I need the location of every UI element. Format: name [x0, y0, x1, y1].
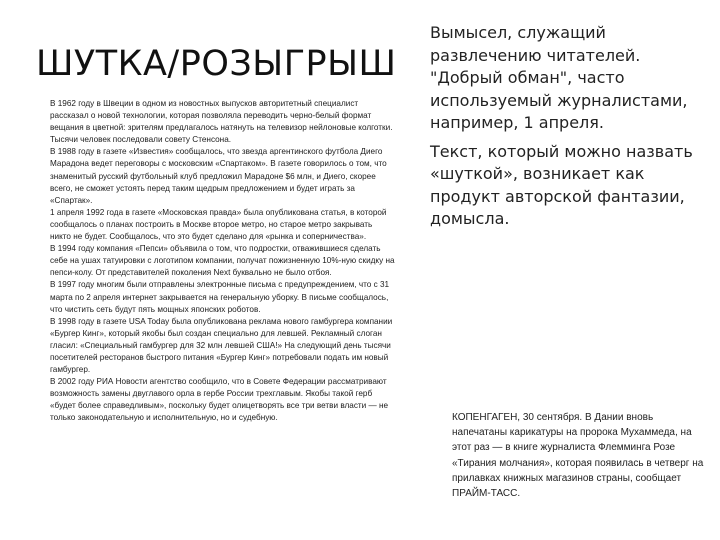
example-paragraph-1994: В 1994 году компания «Пепси» объявила о том, что подростки, отважившиеся сделать себе на ушах татуировки с логотипом компании, получат пожизненную 10%-ную скидку на пепси-колу. От представителей поколения Next буквально не было отбоя.: [50, 244, 395, 278]
example-paragraph-1998: В 1998 году в газете USA Today была опубликована реклама нового гамбургера компании «Бургер Кинг», который якобы был создан специально для левшей. Рекламный слоган гласил: «Специальный гамбургер для 32 млн левшей США!» На следующий день тысячи посетителей ресторанов быстрого питания «Бургер Кинг» потребовали подать им новый гамбургер.: [50, 316, 393, 375]
slide-title: ШУТКА/РОЗЫГРЫШ: [36, 44, 397, 84]
definition-text-block: [430, 22, 700, 237]
example-paragraph-1988: В 1988 году в газете «Известия» сообщалось, что звезда аргентинского футбола Диего Марадона ведет переговоры с московским «Спартаком». В газете говорилось о том, что знаменитый русский футбольный клуб предложил Марадоне $6 млн, и Диего, скорее всего, не сможет устоять перед таким щедрым предложением и будет играть за «Спартак».: [50, 147, 387, 205]
definition-paragraph: Вымысел, служащий развлечению читателей. "Добрый обман", часто используемый журналистами, например, 1 апреля.: [430, 23, 688, 132]
examples-text-block: [50, 98, 395, 425]
example-paragraph-1997: В 1997 году многим были отправлены электронные письма с предупреждением, что с 31 марта по 2 апреля интернет закрывается на генеральную уборку. В письме сообщалось, что чистить сеть будут пять мощных японских роботов.: [50, 280, 390, 314]
example-paragraph-1992: 1 апреля 1992 года в газете «Московская правда» была опубликована статья, в которой сообщалось о планах построить в Москве второе метро, но старое метро закрывать никто не будет. Сообщалось, что это будет сделано для «рынка и соперничества».: [50, 207, 387, 242]
example-paragraph-1962: В 1962 году в Швеции в одном из новостных выпусков авторитетный специалист рассказал о новой технологии, которая позволяла переводить черно-белый формат вещания в цветной: зрителям предлагалось натянуть на телевизор нейлоновые колготки. Тысячи человек последовали совету Стенсона.: [50, 99, 393, 145]
authorship-paragraph: Текст, который можно назвать «шуткой», возникает как продукт авторской фантазии, домысла.: [430, 141, 693, 228]
example-paragraph-2002: В 2002 году РИА Новости агентство сообщило, что в Совете Федерации рассматривают возможность замены двуглавого орла в гербе России трехглавым. Якобы такой герб «будет более справедливым», поскольку будет олицетворять все три ветви власти — не только законодательную и исполнительную, но и судебную.: [50, 377, 389, 423]
news-excerpt: КОПЕНГАГЕН, 30 сентября. В Дании вновь напечатаны карикатуры на пророка Мухаммеда, на этот раз — в книге журналиста Флемминга Розе «Тирания молчания», которая появилась в четверг на прилавках книжных магазинов страны, сообщает ПРАЙМ-ТАСС.: [452, 412, 704, 500]
